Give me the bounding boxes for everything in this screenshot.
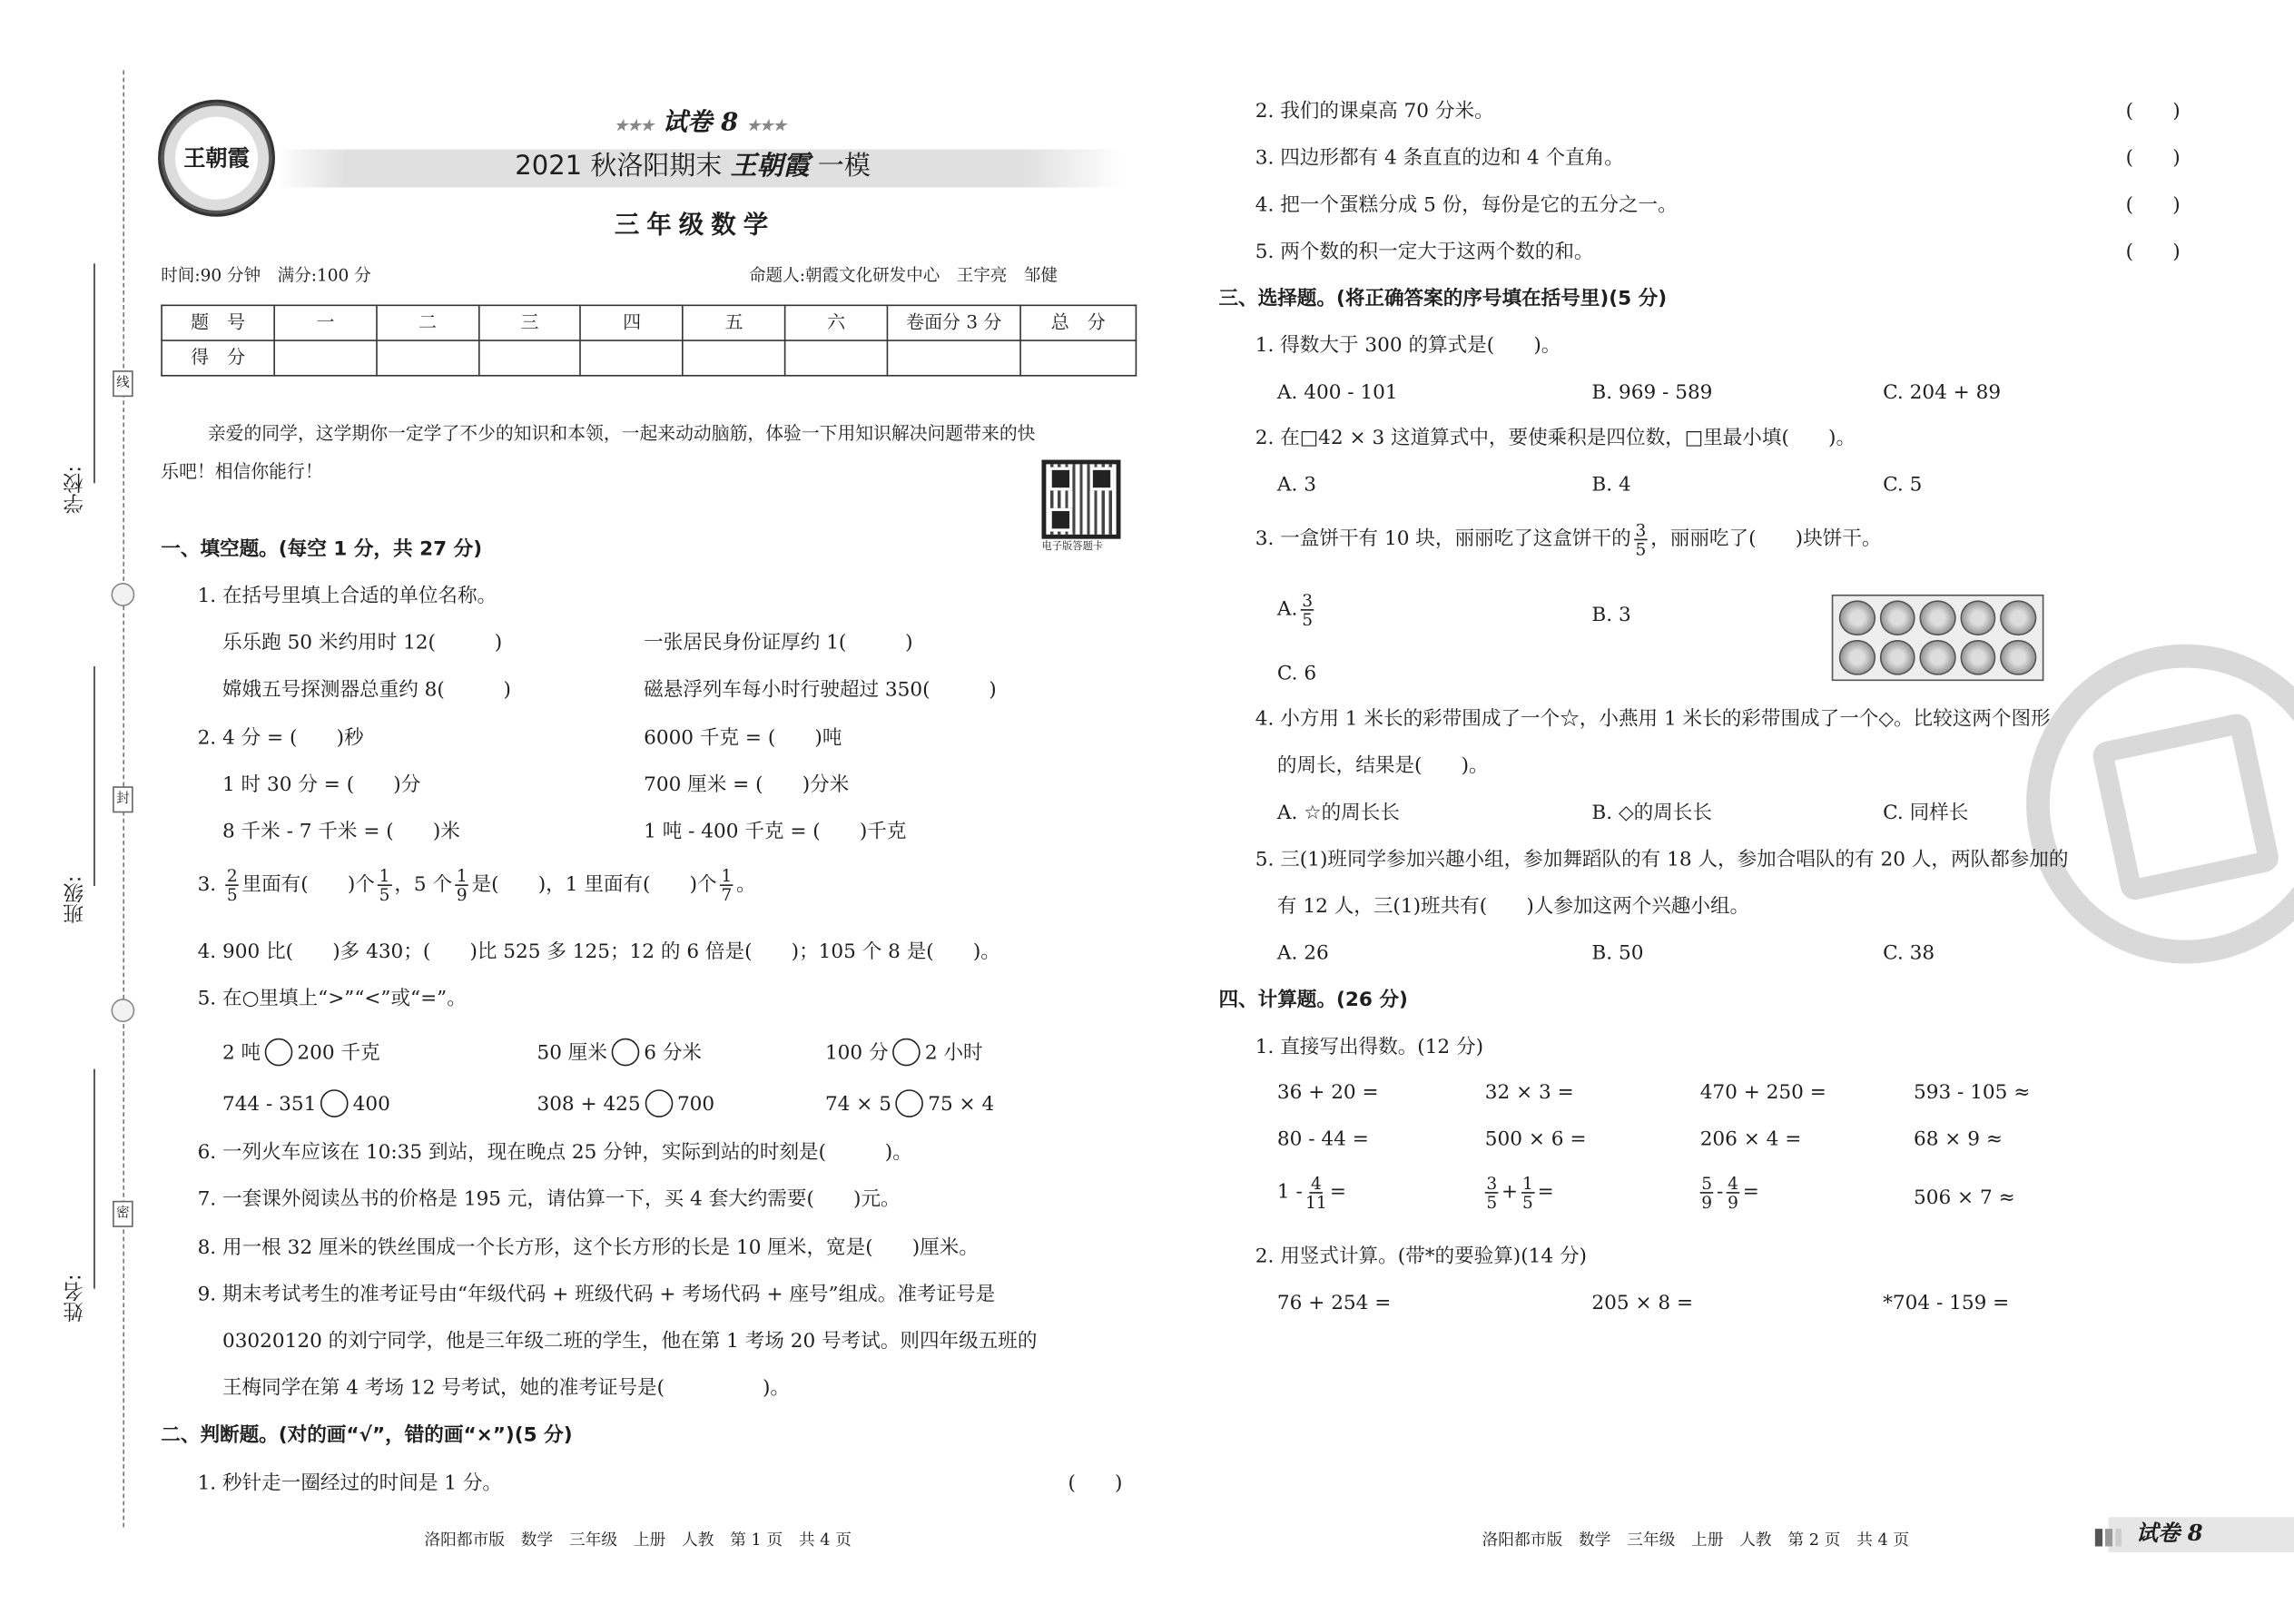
score-cell[interactable] (377, 340, 479, 376)
score-header-cell: 四 (581, 305, 684, 340)
judge-q1-answer[interactable]: ( ) (1068, 1472, 1123, 1496)
judge-q1: 1. 秒针走一圈经过的时间是 1 分。 (197, 1472, 503, 1496)
fraction-denominator: 5 (379, 884, 390, 906)
q5-text: 5. 在○里填上“>”“<”或“=”。 (197, 988, 467, 1011)
compare-b (537, 1039, 702, 1068)
compare-circle[interactable] (612, 1038, 640, 1067)
binding-tag-seal: 封 (113, 786, 133, 812)
judge-q3-answer[interactable]: ( ) (2125, 147, 2181, 171)
score-cell[interactable] (1020, 340, 1136, 376)
calc-equals: = (1742, 1181, 1759, 1205)
q9-line-1: 9. 期末考试考生的准考证号由“年级代码 + 班级代码 + 考场代码 + 座号”组成。准考证号是 (197, 1284, 996, 1306)
fraction-denominator: 11 (1305, 1192, 1327, 1213)
seal-watermark (2026, 645, 2294, 964)
compare-right: 400 (352, 1094, 390, 1117)
compare-right: 200 千克 (297, 1042, 380, 1065)
biscuit-icon (1879, 640, 1915, 675)
vertical-calc-item: *704 - 159 = (1883, 1293, 2010, 1315)
calc-q2: 2. 用竖式计算。(带*的要验算)(14 分) (1255, 1245, 1587, 1268)
score-row-label: 得 分 (162, 340, 274, 376)
biscuit-icon (1920, 600, 1956, 635)
compare-left: 744 - 351 (222, 1094, 317, 1117)
fraction-numerator: 1 (456, 865, 468, 886)
corner-label: 试卷 8 (2135, 1520, 2203, 1547)
fraction-numerator: 2 (226, 865, 238, 886)
q9-line-3: 王梅同学在第 4 考场 12 号考试，她的准考证号是( )。 (222, 1377, 790, 1401)
calc-equals: = (1329, 1181, 1346, 1205)
score-cell[interactable] (478, 340, 581, 376)
judge-q2-answer[interactable]: ( ) (2125, 101, 2181, 123)
fraction-numerator: 5 (1701, 1173, 1713, 1194)
choice-q2-a: A. 3 (1276, 474, 1316, 497)
q3-text: 。 (736, 874, 756, 897)
fraction-denominator: 5 (226, 884, 238, 906)
school-label: 学校: (63, 465, 87, 514)
choice-q3-b: B. 3 (1591, 605, 1631, 627)
fraction-numerator: 4 (1728, 1173, 1738, 1194)
fraction-denominator: 9 (1701, 1192, 1713, 1213)
calc-operand: 1 - (1276, 1181, 1303, 1205)
school-field-line (94, 263, 95, 483)
corner-squares-icon (2095, 1529, 2122, 1546)
score-table-header-row (162, 305, 1136, 340)
choice-q1: 1. 得数大于 300 的算式是( )。 (1255, 335, 1561, 358)
fraction (1485, 1175, 1499, 1212)
score-header-cell: 总 分 (1020, 305, 1136, 340)
qr-finder (1049, 468, 1073, 491)
vertical-calc-item: 76 + 254 = (1276, 1293, 1392, 1315)
section-3-heading: 三、选择题。(将正确答案的序号填在括号里)(5 分) (1218, 288, 1668, 310)
section-2-heading: 二、判断题。(对的画“√”，错的画“×”)(5 分) (161, 1424, 573, 1447)
score-cell[interactable] (785, 340, 888, 376)
fraction-denominator: 9 (456, 884, 468, 906)
judge-q5-answer[interactable]: ( ) (2125, 241, 2181, 264)
footer-left: 洛阳都市版 数学 三年级 上册 人教 第 1 页 共 4 页 (424, 1530, 852, 1550)
intro-line-1: 亲爱的同学，这学期你一定学了不少的知识和本领，一起来动动脑筋，体验一下用知识解决问题带来的快 (207, 423, 1036, 444)
judge-q4: 4. 把一个蛋糕分成 5 份，每份是它的五分之一。 (1255, 194, 1678, 217)
q4: 4. 900 比( )多 430；( )比 525 多 125；12 的 6 倍是( )；105 个 8 是( )。 (197, 941, 1000, 964)
fraction (1700, 1175, 1714, 1212)
fraction (1301, 592, 1314, 629)
choice-q4-a: A. ☆的周长长 (1276, 802, 1400, 825)
name-label: 姓名: (63, 1274, 87, 1323)
biscuit-icon (1960, 600, 1996, 635)
compare-circle[interactable] (320, 1089, 349, 1117)
qr-code[interactable] (1041, 460, 1120, 539)
fraction (378, 867, 391, 904)
fraction-denominator: 9 (1728, 1192, 1738, 1213)
fraction-denominator: 5 (1486, 1192, 1498, 1213)
fraction (1726, 1175, 1739, 1212)
choice-q2: 2. 在□42 × 3 这道算式中，要使乘积是四位数，□里最小填( )。 (1255, 428, 1856, 450)
compare-right: 700 (676, 1094, 715, 1117)
fraction (720, 867, 733, 904)
score-cell[interactable] (274, 340, 377, 376)
biscuit-icon (1920, 640, 1956, 675)
compare-d (222, 1091, 390, 1119)
authors: 命题人:朝霞文化研发中心 王宇亮 邹健 (749, 264, 1058, 286)
choice-q1-a: A. 400 - 101 (1276, 382, 1398, 405)
fraction (1634, 521, 1648, 558)
name-field-line (94, 1069, 95, 1289)
biscuit-icon (1960, 640, 1996, 675)
score-header-cell: 题 号 (162, 305, 274, 340)
calc-item-frac-c (1697, 1175, 1758, 1212)
binding-tag-line: 线 (113, 370, 133, 397)
exam-title-tail: 一模 (817, 151, 871, 182)
compare-right: 75 × 4 (928, 1094, 995, 1117)
judge-q4-answer[interactable]: ( ) (2125, 194, 2181, 217)
score-header-cell: 二 (377, 305, 479, 340)
exam-title-brand: 王朝霞 (730, 151, 810, 182)
section-1-heading: 一、填空题。(每空 1 分，共 27 分) (161, 538, 483, 561)
fraction (225, 867, 239, 904)
q3-text: 里面有( )个 (241, 874, 375, 897)
q8: 8. 用一根 32 厘米的铁丝围成一个长方形，这个长方形的长是 10 厘米，宽是( )厘米。 (197, 1237, 979, 1260)
compare-left: 308 + 425 (537, 1094, 641, 1117)
compare-left: 100 分 (824, 1042, 889, 1065)
qr-caption: 电子版答题卡 (1041, 540, 1104, 553)
score-table-score-row (162, 340, 1136, 376)
calc-q1: 1. 直接写出得数。(12 分) (1255, 1037, 1484, 1059)
fraction-numerator: 3 (1486, 1173, 1498, 1194)
compare-left: 74 × 5 (824, 1094, 891, 1117)
class-label: 班级: (63, 875, 87, 924)
calc-item: 593 - 105 ≈ (1913, 1082, 2031, 1105)
footer-right: 洛阳都市版 数学 三年级 上册 人教 第 2 页 共 4 页 (1482, 1530, 1910, 1550)
calc-item: 506 × 7 ≈ (1913, 1187, 2015, 1210)
compare-circle[interactable] (892, 1038, 921, 1067)
q1c: 嫦娥五号探测器总重约 8( ) (222, 679, 511, 702)
choice-q3-text: 3. 一盒饼干有 10 块，丽丽吃了这盒饼干的 (1255, 528, 1631, 551)
binding-tag-secret: 密 (113, 1201, 133, 1227)
q2d: 700 厘米 = ( )分米 (644, 774, 850, 797)
fraction-numerator: 3 (1302, 590, 1314, 611)
q1b: 一张居民身份证厚约 1( ) (644, 632, 913, 655)
calc-item: 470 + 250 = (1699, 1082, 1826, 1105)
calc-operator: - (1716, 1181, 1724, 1205)
qr-finder (1049, 508, 1073, 532)
compare-a (222, 1039, 380, 1068)
calc-item: 206 × 4 = (1699, 1128, 1802, 1151)
section-4-heading: 四、计算题。(26 分) (1218, 989, 1408, 1012)
calc-item: 80 - 44 = (1276, 1128, 1369, 1151)
fraction-numerator: 1 (379, 865, 390, 886)
binding-hole-bottom (111, 999, 134, 1022)
score-cell[interactable] (887, 340, 1020, 376)
biscuit-icon (1879, 600, 1915, 635)
q3-text: 是( )，1 里面有( )个 (471, 874, 717, 897)
judge-q5: 5. 两个数的积一定大于这两个数的和。 (1255, 241, 1594, 264)
q2c: 1 时 30 分 = ( )分 (222, 774, 421, 797)
seal-glyph (2091, 712, 2281, 902)
fraction-numerator: 1 (1521, 1173, 1533, 1194)
judge-q3: 3. 四边形都有 4 条直直的边和 4 个直角。 (1255, 147, 1624, 171)
choice-q3-c: C. 6 (1276, 663, 1317, 685)
choice-q3-text: ，丽丽吃了( )块饼干。 (1650, 528, 1882, 551)
choice-q5-b: B. 50 (1591, 942, 1644, 966)
q2b: 6000 千克 = ( )吨 (644, 727, 842, 750)
fraction-denominator: 5 (1635, 538, 1647, 560)
calc-item-frac-a (1277, 1175, 1346, 1212)
star-icon: ★★★ (614, 118, 655, 135)
score-cell[interactable] (581, 340, 684, 376)
compare-f (825, 1091, 994, 1119)
calc-item-frac-b (1482, 1175, 1554, 1212)
fraction-denominator: 7 (721, 884, 733, 906)
exam-title-main: 2021 秋洛阳期末 (515, 151, 723, 182)
choice-q1-c: C. 204 + 89 (1883, 382, 2002, 405)
compare-c (825, 1039, 983, 1068)
choice-q1-b: B. 969 - 589 (1591, 382, 1713, 405)
compare-left: 2 吨 (222, 1042, 261, 1065)
calc-item: 68 × 9 ≈ (1913, 1128, 2003, 1151)
fraction-numerator: 4 (1310, 1173, 1322, 1194)
intro-line-2: 乐吧！相信你能行！ (161, 461, 323, 482)
fraction (455, 867, 468, 904)
calc-item: 32 × 3 = (1484, 1082, 1574, 1105)
choice-q2-b: B. 4 (1591, 474, 1631, 497)
biscuit-box-image (1832, 595, 2044, 681)
choice-q5-line-2: 有 12 人，三(1)班共有( )人参加这两个兴趣小组。 (1276, 896, 1750, 919)
fraction (1521, 1175, 1534, 1212)
calc-equals: = (1537, 1181, 1554, 1205)
fraction-denominator: 5 (1302, 609, 1314, 630)
time-info: 时间:90 分钟 满分:100 分 (161, 264, 371, 286)
score-header-cell: 三 (478, 305, 581, 340)
subject-title: 三年级数学 (614, 211, 776, 241)
option-letter: A. (1276, 598, 1298, 622)
fraction (1305, 1175, 1327, 1212)
biscuit-icon (1839, 600, 1876, 635)
brand-logo (158, 100, 275, 217)
calc-item: 36 + 20 = (1276, 1082, 1379, 1105)
fraction-numerator: 1 (721, 865, 733, 886)
score-cell[interactable] (683, 340, 785, 376)
compare-circle[interactable] (896, 1089, 924, 1117)
score-header-cell: 一 (274, 305, 377, 340)
choice-q2-c: C. 5 (1883, 474, 1923, 497)
series-text: 试卷 8 (662, 108, 739, 138)
biscuit-icon (1839, 640, 1876, 675)
q3 (198, 867, 756, 904)
q7: 7. 一套课外阅读丛书的价格是 195 元，请估算一下，买 4 套大约需要( )元。 (197, 1188, 901, 1212)
compare-e (537, 1091, 714, 1119)
qr-finder (1090, 468, 1114, 491)
compare-circle[interactable] (265, 1038, 293, 1067)
choice-q4-c: C. 同样长 (1883, 802, 1969, 825)
judge-q2: 2. 我们的课桌高 70 分米。 (1255, 101, 1494, 123)
brand-logo-text: 王朝霞 (183, 143, 250, 171)
compare-right: 2 小时 (924, 1042, 983, 1065)
choice-q5-line-1: 5. 三(1)班同学参加兴趣小组，参加舞蹈队的有 18 人，参加合唱队的有 20 人，两队都参加的 (1255, 849, 2069, 871)
choice-q4-b: B. ◇的周长长 (1591, 802, 1712, 825)
q2a: 2. 4 分 = ( )秒 (197, 727, 364, 750)
score-header-cell: 五 (683, 305, 785, 340)
exam-title (515, 153, 871, 180)
score-header-cell: 六 (785, 305, 888, 340)
choice-q4-line-1: 4. 小方用 1 米长的彩带围成了一个☆，小燕用 1 米长的彩带围成了一个◇。比较这两个图形 (1255, 708, 2051, 731)
q9-line-2: 03020120 的刘宁同学，他是三年级二班的学生，他在第 1 考场 20 号考试。则四年级五班的 (222, 1331, 1038, 1353)
fraction-numerator: 3 (1635, 519, 1647, 541)
compare-circle[interactable] (645, 1089, 673, 1117)
fraction-denominator: 5 (1521, 1192, 1533, 1213)
series-label (614, 108, 787, 138)
calc-item: 500 × 6 = (1484, 1128, 1587, 1151)
q1d: 磁悬浮列车每小时行驶超过 350( ) (644, 679, 997, 702)
compare-left: 50 厘米 (537, 1042, 607, 1065)
biscuit-icon (2001, 600, 2037, 635)
biscuit-icon (2001, 640, 2037, 675)
choice-q5-c: C. 38 (1883, 942, 1935, 966)
score-table (161, 305, 1137, 377)
q3-text: ，5 个 (394, 874, 453, 897)
choice-q5-a: A. 26 (1276, 942, 1329, 966)
q2f: 1 吨 - 400 千克 = ( )千克 (644, 821, 907, 844)
star-icon: ★★★ (746, 118, 787, 135)
choice-q4-line-2: 的周长，结果是( )。 (1276, 755, 1489, 778)
q1-text: 1. 在括号里填上合适的单位名称。 (197, 586, 497, 608)
choice-q3-a (1277, 592, 1317, 629)
binding-hole-top (111, 583, 134, 606)
q3-num: 3. (197, 874, 217, 897)
compare-right: 6 分米 (644, 1042, 702, 1065)
vertical-calc-item: 205 × 8 = (1591, 1293, 1694, 1315)
q6: 6. 一列火车应该在 10:35 到站，现在晚点 25 分钟，实际到站的时刻是( )。 (197, 1142, 912, 1165)
calc-operator: + (1501, 1181, 1519, 1205)
q1a: 乐乐跑 50 米约用时 12( ) (222, 632, 503, 655)
score-header-cell: 卷面分 3 分 (887, 305, 1020, 340)
choice-q3 (1255, 521, 1882, 558)
q2e: 8 千米 - 7 千米 = ( )米 (222, 821, 460, 844)
class-field-line (94, 666, 95, 886)
